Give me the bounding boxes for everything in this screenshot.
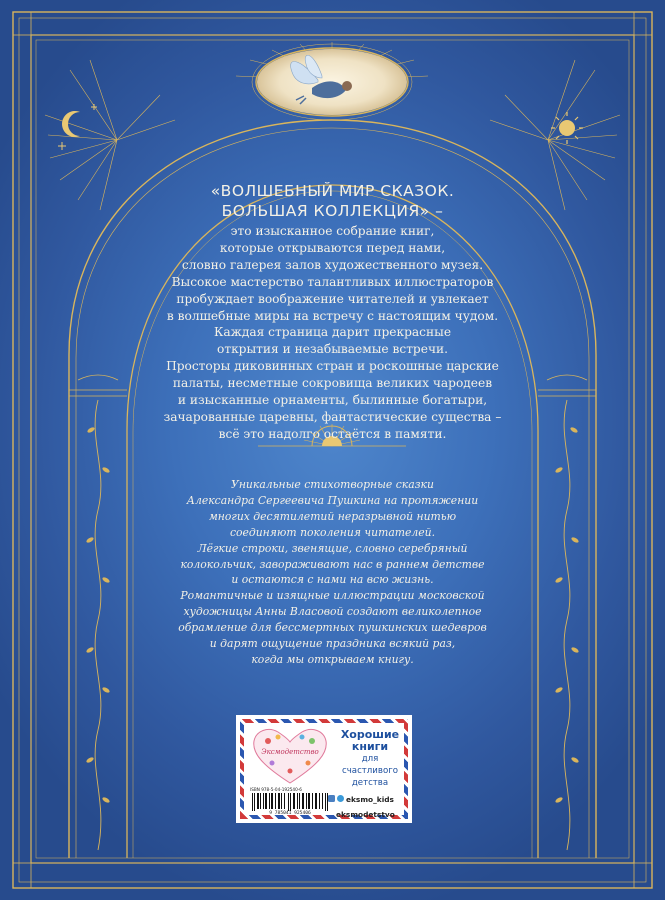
intro-line: всё это надолго остаётся в памяти. bbox=[218, 426, 447, 441]
social-handle-kids: eksmo_kids bbox=[346, 795, 394, 804]
description-line: обрамление для бессмертных пушкинских шедевров bbox=[178, 621, 487, 635]
description-line: и остаются с нами на всю жизнь. bbox=[231, 573, 434, 587]
intro-line: открытия и незабываемые встречи. bbox=[216, 342, 448, 357]
intro-line: зачарованные царевны, фантастические существа – bbox=[163, 409, 502, 424]
slogan-line: книги bbox=[351, 740, 389, 753]
sticker-envelope-border bbox=[240, 719, 408, 819]
description-line: соединяют поколения читателей. bbox=[229, 525, 436, 539]
vk-icon bbox=[328, 795, 335, 802]
publisher-sticker bbox=[236, 715, 412, 823]
crescent-moon-icon bbox=[58, 104, 97, 150]
logo-text: Эксмодетство bbox=[261, 748, 319, 756]
slogan-line: детства bbox=[351, 778, 389, 788]
isbn: ISBN 978-5-04-192540-6 bbox=[250, 787, 302, 792]
social-handle-detstvo: eksmodetstvo bbox=[336, 810, 395, 819]
barcode-number: 9 785041 925406 bbox=[269, 811, 311, 816]
slogan-line: для счастливого bbox=[342, 754, 398, 776]
description-paragraph bbox=[0, 477, 665, 668]
intro-line: и изысканные орнаменты, былинные богатыри, bbox=[177, 393, 488, 408]
intro-line: которые открываются перед нами, bbox=[219, 240, 446, 255]
heading-line-2: БОЛЬШАЯ КОЛЛЕКЦИЯ» – bbox=[221, 202, 444, 220]
description-line: колокольчик, завораживают нас в раннем детстве bbox=[180, 557, 485, 571]
telegram-icon bbox=[337, 795, 344, 802]
intro-line: Просторы диковинных стран и роскошные царские bbox=[166, 359, 499, 374]
description-line: когда мы открываем книгу. bbox=[251, 652, 414, 666]
description-line: и дарят ощущение праздника всякий раз, bbox=[209, 637, 456, 651]
intro-line: это изысканное собрание книг, bbox=[230, 224, 435, 238]
intro-line: Каждая страница дарит прекрасные bbox=[213, 325, 452, 340]
intro-line: в волшебные миры на встречу с настоящим чудом. bbox=[166, 308, 499, 323]
heart-logo-icon bbox=[250, 727, 330, 785]
intro-line: словно галерея залов художественного музея. bbox=[181, 257, 484, 272]
description-line: художницы Анны Власовой создают великолепное bbox=[183, 605, 482, 619]
description-line: Уникальные стихотворные сказки bbox=[231, 478, 434, 491]
intro-line: Высокое мастерство талантливых иллюстраторов bbox=[171, 274, 494, 289]
publisher-slogan bbox=[334, 729, 406, 789]
description-line: Александра Сергеевича Пушкина на протяжении bbox=[186, 493, 479, 507]
description-line: Лёгкие строки, звенящие, словно серебряный bbox=[197, 541, 468, 555]
description-line: Романтичные и изящные иллюстрации московской bbox=[180, 589, 485, 603]
barcode-icon bbox=[250, 793, 330, 811]
intro-line: палаты, несметные сокровища великих чародеев bbox=[172, 376, 493, 391]
description-line: многих десятилетий неразрывной нитью bbox=[208, 509, 457, 523]
heading-line-1: «ВОЛШЕБНЫЙ МИР СКАЗОК. bbox=[210, 182, 455, 200]
intro-line: пробуждает воображение читателей и увлекает bbox=[176, 291, 489, 306]
slogan-line: Хорошие bbox=[340, 728, 400, 741]
intro-paragraph bbox=[0, 223, 665, 443]
